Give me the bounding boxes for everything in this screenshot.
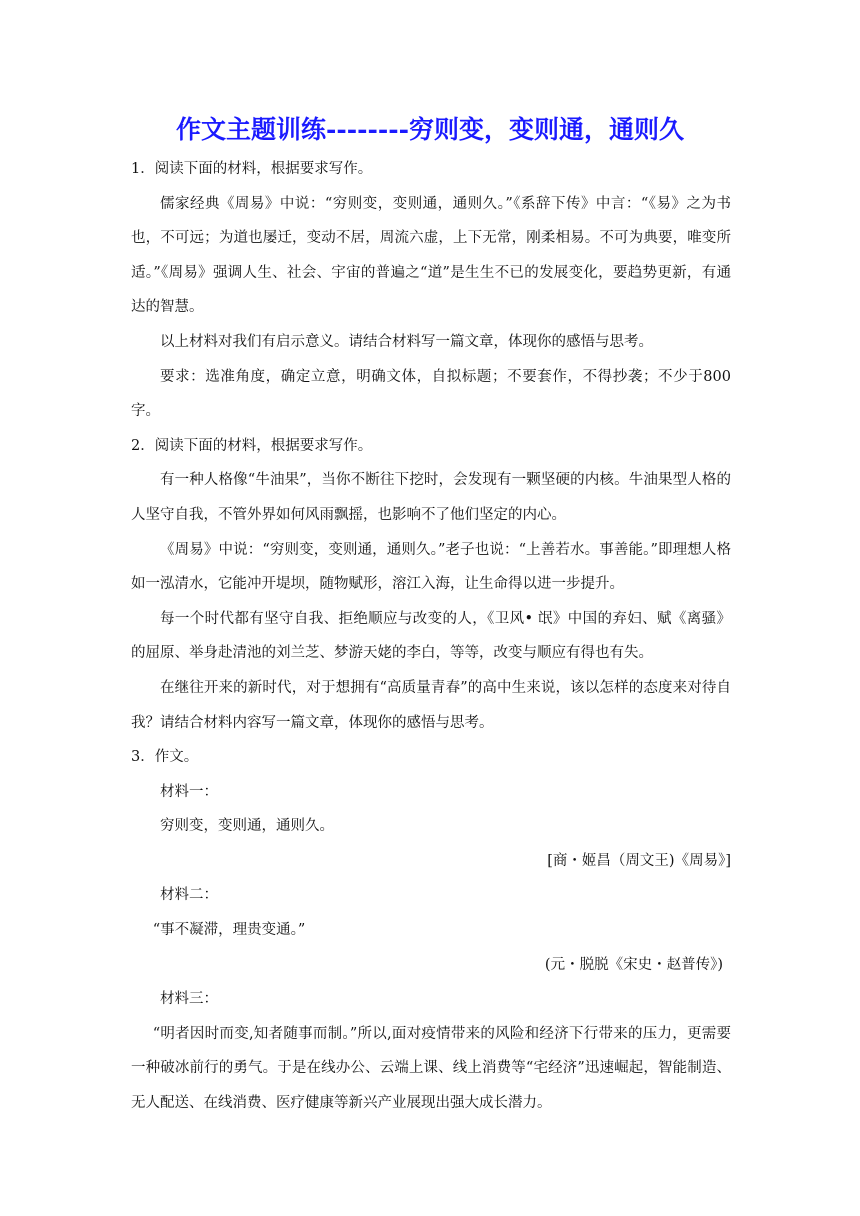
- question-1-requirements: 要求：选准角度，确定立意，明确文体，自拟标题；不要套作，不得抄袭；不少于800字。: [131, 368, 731, 420]
- material-2-text: “事不凝滞，理贵变通。”: [152, 922, 306, 939]
- question-2-paragraph-2: 《周易》中说：“穷则变，变则通，通则久。”老子也说：“上善若水。事善能。”即理想人格如一泓清水，它能冲开堤坝，随物赋形，溶江入海，让生命得以进一步提升。: [131, 541, 731, 593]
- question-1-paragraph-2: 以上材料对我们有启示意义。请结合材料写一篇文章，体现你的感悟与思考。: [160, 333, 653, 350]
- material-3-text: “明者因时而变,知者随事而制。”所以,面对疫情带来的风险和经济下行带来的压力，更需要一种破冰前行的勇气。于是在线办公、云端上课、线上消费等“宅经济”迅速崛起，智能制造、无人配送、在线消费、医疗健康等新兴产业展现出强大成长潜力。: [131, 1025, 731, 1112]
- material-1-text: 穷则变，变则通，通则久。: [160, 818, 334, 835]
- material-2-label: 材料二：: [160, 887, 218, 904]
- question-2-heading: 2．阅读下面的材料，根据要求写作。: [131, 437, 373, 454]
- material-1-label: 材料一：: [160, 783, 218, 800]
- question-1-paragraph-1: 儒家经典《周易》中说：“穷则变，变则通，通则久。”《系辞下传》中言：“《易》之为书也，不可远；为道也屡迁，变动不居，周流六虚，上下无常，刚柔相易。不可为典要，唯变所适。”《周易》强调人生、社会、宇宙的普遍之“道”是生生不已的发展变化，要趋势更新，有通达的智慧。: [131, 195, 731, 316]
- question-2-paragraph-1: 有一种人格像“牛油果”，当你不断往下挖时，会发现有一颗坚硬的内核。牛油果型人格的人坚守自我，不管外界如何风雨飘摇，也影响不了他们坚定的内心。: [131, 472, 731, 523]
- page-title: 作文主题训练--------穷则变，变则通，通则久: [175, 115, 684, 144]
- document-body: [131, 152, 731, 1121]
- material-1-source: [商・姬昌（周文王)《周易》]: [547, 852, 731, 869]
- question-3-heading: 3．作文。: [131, 749, 199, 766]
- question-1-heading: 1．阅读下面的材料，根据要求写作。: [131, 161, 373, 177]
- material-2-source: (元・脱脱《宋史・赵普传》): [544, 956, 723, 973]
- question-2-paragraph-4: 在继往开来的新时代，对于想拥有“高质量青春”的高中生来说，该以怎样的态度来对待自我？请结合材料内容写一篇文章，体现你的感悟与思考。: [131, 679, 731, 731]
- material-3-label: 材料三：: [160, 991, 218, 1008]
- question-2-paragraph-3: 每一个时代都有坚守自我、拒绝顺应与改变的人，《卫风• 氓》中国的弃妇、赋《离骚》的屈原、举身赴清池的刘兰芝、梦游天姥的李白，等等，改变与顺应有得也有失。: [131, 610, 731, 662]
